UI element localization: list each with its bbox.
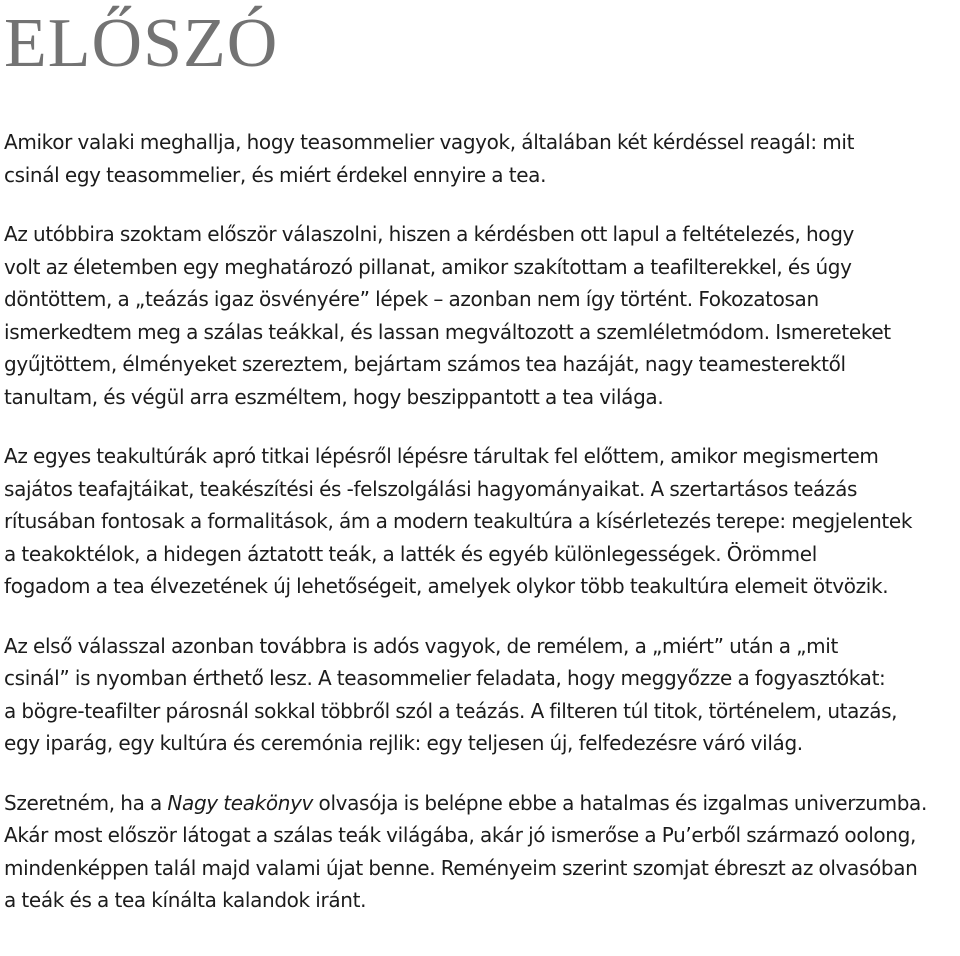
text-line: sajátos teafajtáikat, teakészítési és -felszolgálási hagyományaikat. A szertartásos teázás: [4, 476, 858, 501]
text-run: olvasója is belépne ebbe a hatalmas és izgalmas univerzumba.: [313, 790, 927, 815]
text-line: döntöttem, a „teázás igaz ösvényére” lépek – azonban nem így történt. Fokozatosan: [4, 287, 819, 311]
text-line: mindenképpen talál majd valami újat benne. Reményeim szerint szomjat ébreszt az olvasóban: [4, 855, 918, 880]
text-line: a teák és a tea kínálta kalandok iránt.: [4, 888, 367, 912]
text-line: Az egyes teakultúrák apró titkai lépésről lépésre tárultak fel előttem, amikor megismertem: [4, 444, 879, 468]
page-title: ELŐSZÓ: [4, 5, 279, 82]
paragraph-2: [4, 218, 959, 413]
text-line: [4, 787, 959, 820]
text-line: gyűjtöttem, élményeket szereztem, bejártam számos tea hazáját, nagy teamesterektől: [4, 352, 846, 376]
text-line: a teakoktélok, a hidegen áztatott teák, a latték és egyéb különlegességek. Örömmel: [4, 541, 817, 566]
book-title: Nagy teakönyv: [167, 790, 314, 815]
text-line: csinál” is nyomban érthető lesz. A teasommelier feladata, hogy meggyőzze a fogyasztókat:: [4, 666, 886, 690]
text-line: volt az életemben egy meghatározó pillanat, amikor szakítottam a teafilterekkel, és úgy: [4, 254, 852, 279]
text-line: egy iparág, egy kultúra és ceremónia rejlik: egy teljesen új, felfedezésre váró világ.: [4, 731, 803, 755]
text-line: ismerkedtem meg a szálas teákkal, és lassan megváltozott a szemléletmódom. Ismereteket: [4, 319, 891, 344]
paragraph-5: [4, 787, 959, 917]
text-line: rítusában fontosak a formalitások, ám a modern teakultúra a kísérletezés terepe: megjelentek: [4, 509, 913, 533]
text-line: tanultam, és végül arra eszméltem, hogy beszippantott a tea világa.: [4, 384, 664, 409]
text-line: Amikor valaki meghallja, hogy teasommelier vagyok, általában két kérdéssel reagál: mit: [4, 130, 855, 154]
text-line: Az első válasszal azonban továbbra is adós vagyok, de remélem, a „miért” után a „mit: [4, 633, 838, 658]
paragraph-1: [4, 126, 959, 191]
paragraph-3: [4, 440, 959, 603]
text-line: fogadom a tea élvezetének új lehetőségeit, amelyek olykor több teakultúra elemeit ötvözik.: [4, 574, 889, 598]
text-line: Az utóbbira szoktam először válaszolni, hiszen a kérdésben ott lapul a feltételezés, hogy: [4, 222, 855, 246]
preface-body: [4, 126, 959, 917]
text-line: a bögre-teafilter párosnál sokkal többről szól a teázás. A filteren túl titok, történelem, utazás,: [4, 698, 898, 723]
text-run: Szeretném, ha a: [4, 790, 168, 815]
text-line: Akár most először látogat a szálas teák világába, akár jó ismerőse a Pu’erből származó oolong,: [4, 823, 916, 847]
paragraph-4: [4, 630, 959, 760]
text-line: csinál egy teasommelier, és miért érdekel ennyire a tea.: [4, 162, 547, 187]
